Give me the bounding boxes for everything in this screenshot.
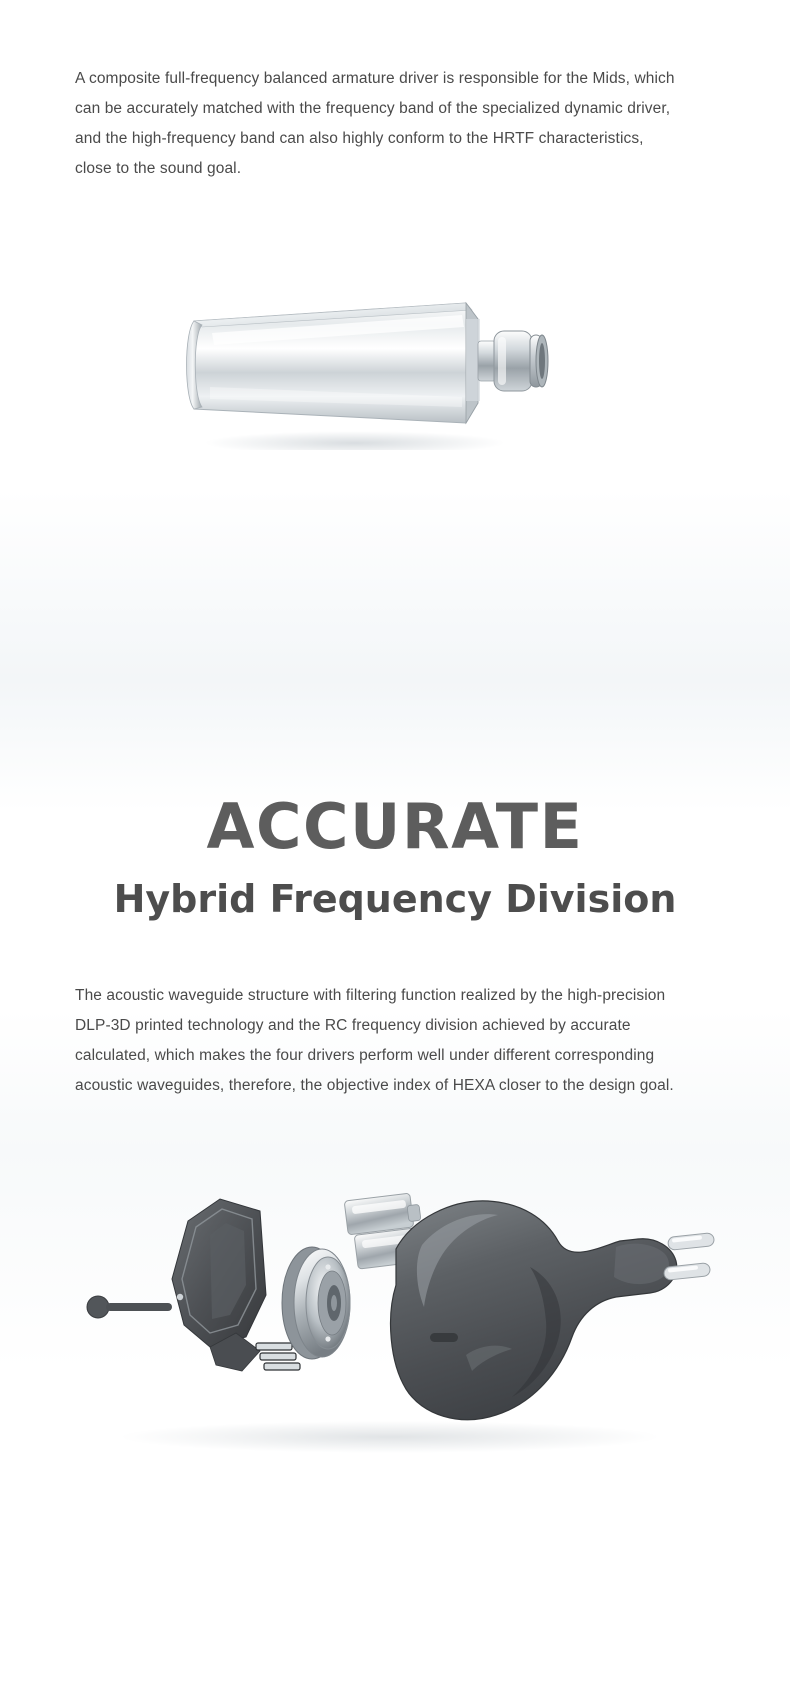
section-exploded-view bbox=[0, 1150, 790, 1701]
body-paragraph: The acoustic waveguide structure with filtering function realized by the high-precision DLP-3D printed technology and the RC frequency division achieved by accurate calculated, which makes the four drivers perform well under different corresponding acoustic waveguides, therefore, the objective index of HEXA closer to the design goal. bbox=[75, 986, 674, 1094]
section-balanced-armature bbox=[0, 0, 790, 680]
faceplate-part bbox=[87, 1199, 300, 1371]
balanced-armature-driver-image bbox=[180, 275, 560, 450]
earphone-shell-part bbox=[391, 1201, 677, 1420]
dynamic-driver-part bbox=[282, 1247, 350, 1359]
section-hybrid-frequency-division bbox=[0, 680, 790, 1150]
exploded-earphone-icon bbox=[60, 1175, 730, 1475]
page-subheadline: Hybrid Frequency Division bbox=[113, 876, 677, 921]
page-headline: ACCURATE bbox=[206, 789, 584, 863]
intro-paragraph: A composite full-frequency balanced armature driver is responsible for the Mids, which can be accurately matched with the frequency band of the specialized dynamic driver, and the high-frequency band can also highly conform to the HRTF characteristics, close to the sound goal. bbox=[75, 69, 675, 177]
exploded-assembly-image bbox=[60, 1175, 730, 1475]
balanced-armature-driver-icon bbox=[180, 275, 560, 450]
